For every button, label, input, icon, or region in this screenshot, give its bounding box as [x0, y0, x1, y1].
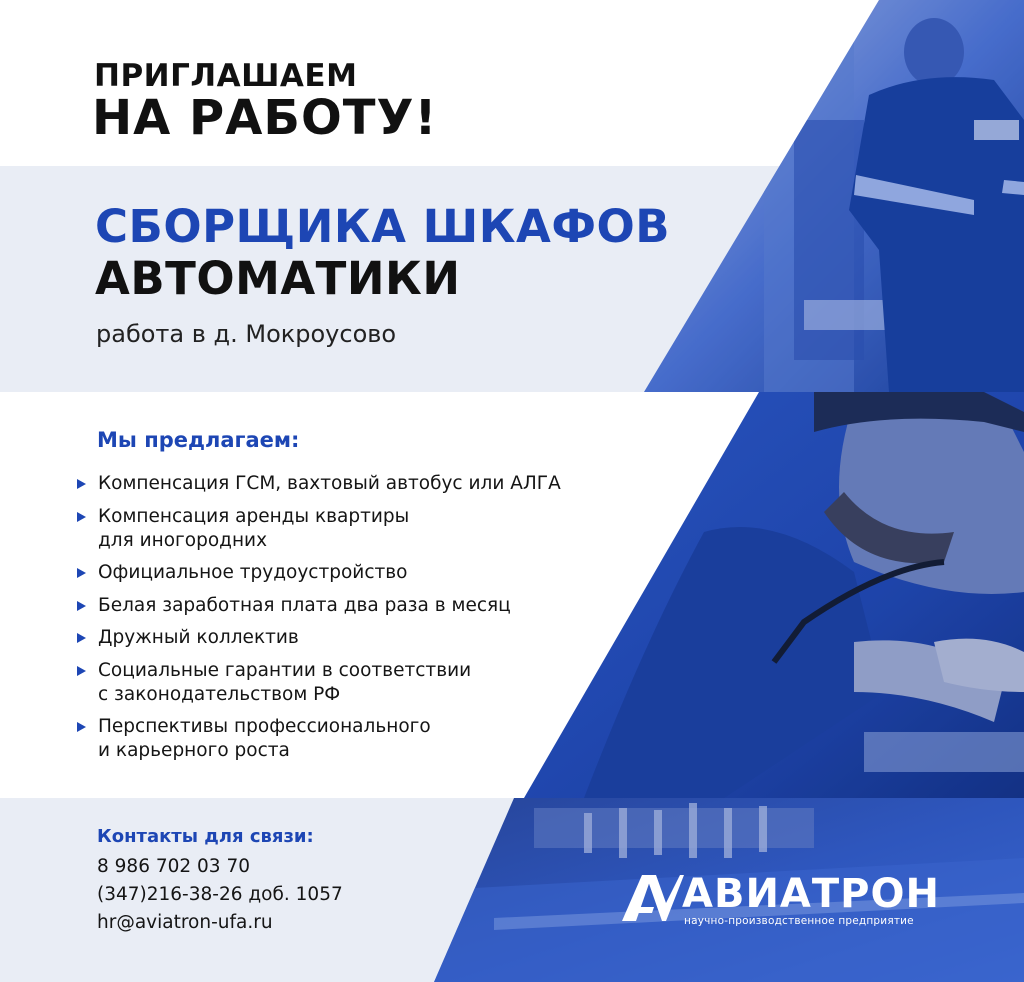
offer-item-text: Белая заработная плата два раза в месяц [98, 594, 511, 616]
offer-item [77, 472, 637, 496]
brand-subtitle: научно-производственное предприятие [684, 915, 914, 927]
phone-office[interactable]: (347)216-38-26 доб. 1057 [97, 884, 343, 905]
triangle-right-icon [77, 722, 86, 732]
invite-heading-main: НА РАБОТУ! [92, 90, 438, 146]
triangle-right-icon [77, 633, 86, 643]
triangle-right-icon [77, 479, 86, 489]
vacancy-title-line2: АВТОМАТИКИ [95, 252, 461, 305]
offer-item-text: Дружный коллектив [98, 627, 299, 648]
triangle-right-icon [77, 568, 86, 578]
offer-title: Мы предлагаем: [97, 428, 300, 452]
offer-item [77, 659, 637, 707]
offer-item-text: Официальное трудоустройство [98, 562, 408, 583]
triangle-right-icon [77, 601, 86, 611]
vacancy-location: работа в д. Мокроусово [96, 320, 397, 348]
phone-mobile[interactable]: 8 986 702 03 70 [97, 856, 250, 877]
offer-item [77, 594, 637, 618]
offer-item-text: и карьерного роста [98, 740, 290, 761]
email-link[interactable]: hr@aviatron-ufa.ru [97, 912, 273, 933]
offer-item-text: для иногородних [98, 529, 268, 551]
vacancy-title-line1: СБОРЩИКА ШКАФОВ [95, 200, 671, 253]
offer-item-text: Компенсация аренды квартиры [98, 505, 410, 527]
offer-item [77, 561, 637, 585]
offer-item [77, 715, 637, 763]
aviatron-logo-icon [622, 873, 684, 923]
invite-heading: ПРИГЛАШАЕМ [94, 58, 358, 94]
offer-item [77, 626, 637, 650]
offer-list [77, 472, 637, 772]
triangle-right-icon [77, 512, 86, 522]
offer-item-text: Социальные гарантии в соответствии [98, 659, 472, 681]
offer-item [77, 505, 637, 553]
offer-item-text: с законодательством РФ [98, 683, 341, 705]
offer-item-text: Компенсация ГСМ, вахтовый автобус или АЛГА [98, 473, 561, 494]
contacts-title: Контакты для связи: [97, 826, 314, 847]
offer-item-text: Перспективы профессионального [98, 716, 431, 737]
brand-logo [622, 873, 967, 933]
triangle-right-icon [77, 666, 86, 676]
brand-name: АВИАТРОН [682, 871, 940, 917]
